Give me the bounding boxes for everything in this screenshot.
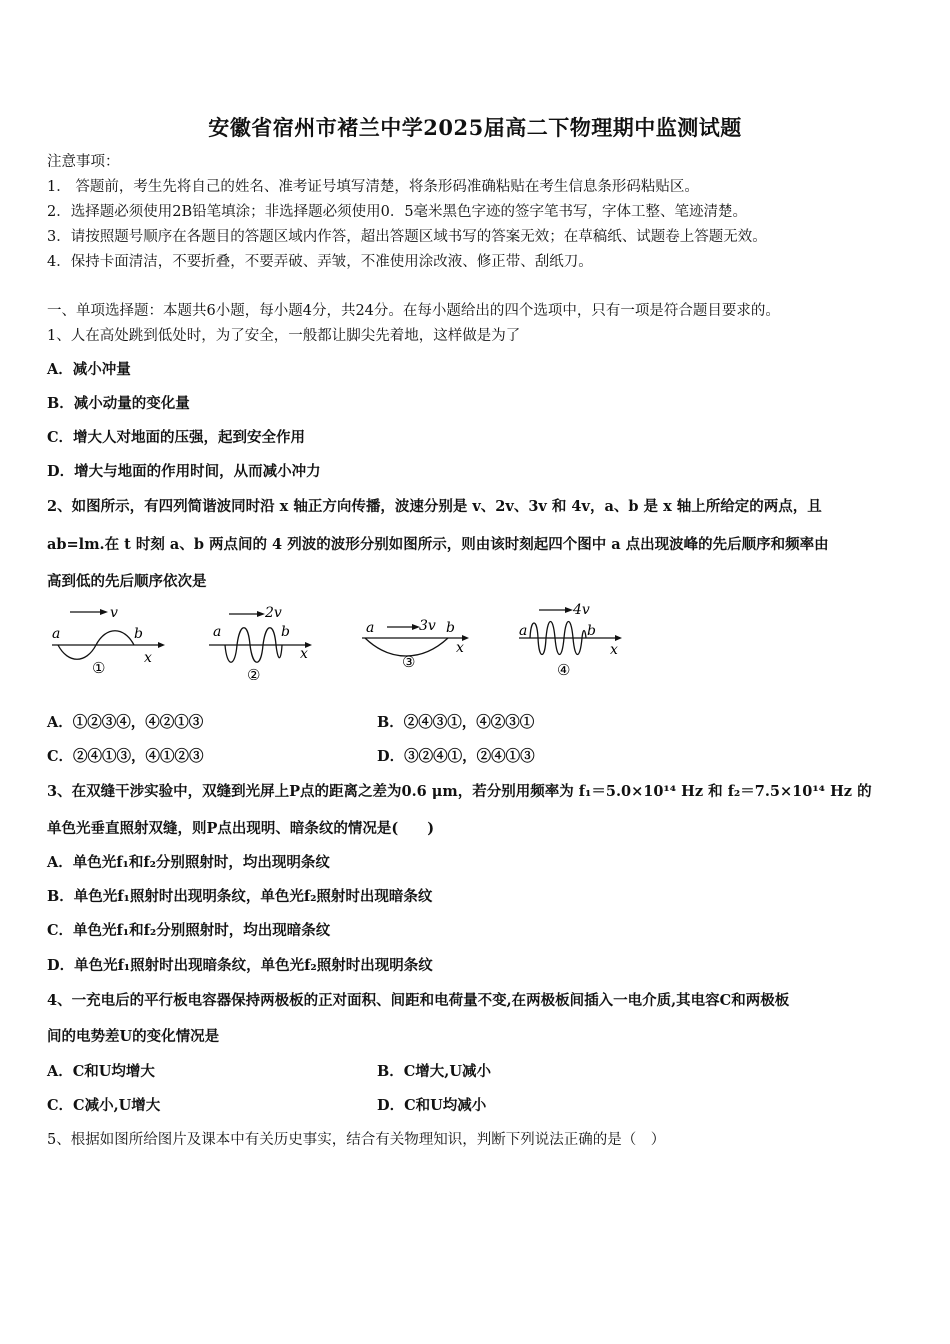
q1-option-c: C．增大人对地面的压强，起到安全作用 xyxy=(47,429,306,446)
point-b-label: b xyxy=(134,626,143,642)
wave-figure-1 xyxy=(48,600,168,680)
question-3-line1: 3、在双缝干涉实验中，双缝到光屏上P点的距离之差为0.6 μm，若分别用频率为 f₁＝5.0×10¹⁴ Hz 和 f₂＝7.5×10¹⁴ Hz 的 xyxy=(47,783,872,800)
question-3-line2: 单色光垂直照射双缝，则P点出现明、暗条纹的情况是( ) xyxy=(47,820,435,837)
q3-option-d: D．单色光f₁照射时出现暗条纹，单色光f₂照射时出现明条纹 xyxy=(47,957,433,974)
wave-figure-4 xyxy=(517,600,637,680)
q3-option-c: C．单色光f₁和f₂分别照射时，均出现暗条纹 xyxy=(47,922,331,939)
point-a-label: a xyxy=(213,624,222,640)
notice-heading: 注意事项： xyxy=(47,154,120,170)
q4-option-d: D．C和U均减小 xyxy=(377,1097,487,1114)
notice-item: 4．保持卡面清洁，不要折叠，不要弄破、弄皱，不准使用涂改液、修正带、刮纸刀。 xyxy=(47,254,593,270)
notice-item: 1． 答题前，考生先将自己的姓名、准考证号填写清楚，将条形码准确粘贴在考生信息条形码粘贴区。 xyxy=(47,179,699,195)
q2-option-d: D．③②④①，②④①③ xyxy=(377,748,535,765)
figure-number: ③ xyxy=(402,653,416,671)
q4-option-a: A．C和U均增大 xyxy=(47,1063,155,1080)
section-heading: 一、单项选择题：本题共6小题，每小题4分，共24分。在每小题给出的四个选项中，只有一项是符合题目要求的。 xyxy=(47,303,780,319)
speed-label: 3v xyxy=(419,618,436,634)
x-axis-label: x xyxy=(610,642,618,658)
q4-option-b: B．C增大,U减小 xyxy=(377,1063,491,1080)
q2-option-c: C．②④①③，④①②③ xyxy=(47,748,204,765)
q1-option-a: A．减小冲量 xyxy=(47,361,131,378)
point-b-label: b xyxy=(587,623,596,639)
point-a-label: a xyxy=(366,620,375,636)
wave-figure-2 xyxy=(207,600,327,680)
figure-number: ④ xyxy=(557,661,571,679)
point-a-label: a xyxy=(52,626,61,642)
point-b-label: b xyxy=(446,620,455,636)
question-2-line1: 2、如图所示，有四列简谐波同时沿 x 轴正方向传播，波速分别是 v、2v、3v 和 4v，a、b 是 x 轴上所给定的两点，且 xyxy=(47,498,822,515)
question-2-line3: 高到低的先后顺序依次是 xyxy=(47,573,207,590)
speed-label: v xyxy=(110,605,118,621)
notice-item: 3．请按照题号顺序在各题目的答题区域内作答，超出答题区域书写的答案无效；在草稿纸、试题卷上答题无效。 xyxy=(47,229,767,245)
wave-figure-3 xyxy=(360,600,480,680)
x-axis-label: x xyxy=(456,640,464,656)
figure-number: ② xyxy=(247,666,261,680)
figure-number: ① xyxy=(92,659,106,677)
question-2-line2: ab=lm.在 t 时刻 a、b 两点间的 4 列波的波形分别如图所示，则由该时刻起四个图中 a 点出现波峰的先后顺序和频率由 xyxy=(47,536,829,553)
question-1-stem: 1、人在高处跳到低处时，为了安全，一般都让脚尖先着地，这样做是为了 xyxy=(47,328,521,344)
question-5-stem: 5、根据如图所给图片及课本中有关历史事实，结合有关物理知识，判断下列说法正确的是（ ） xyxy=(47,1132,666,1148)
q2-option-a: A．①②③④，④②①③ xyxy=(47,714,204,731)
page-title: 安徽省宿州市褚兰中学2025届高二下物理期中监测试题 xyxy=(208,115,742,140)
q3-option-b: B．单色光f₁照射时出现明条纹，单色光f₂照射时出现暗条纹 xyxy=(47,888,433,905)
q1-option-d: D．增大与地面的作用时间，从而减小冲力 xyxy=(47,463,321,480)
q3-option-a: A．单色光f₁和f₂分别照射时，均出现明条纹 xyxy=(47,854,330,871)
speed-label: 4v xyxy=(573,602,590,618)
x-axis-label: x xyxy=(144,650,152,666)
notice-item: 2．选择题必须使用2B铅笔填涂；非选择题必须使用0．5毫米黑色字迹的签字笔书写，字体工整、笔迹清楚。 xyxy=(47,204,748,220)
q2-option-b: B．②④③①，④②③① xyxy=(377,714,535,731)
point-b-label: b xyxy=(281,624,290,640)
q4-option-c: C．C减小,U增大 xyxy=(47,1097,161,1114)
question-4-line1: 4、一充电后的平行板电容器保持两极板的正对面积、间距和电荷量不变,在两极板间插入一电介质,其电容C和两极板 xyxy=(47,992,790,1009)
x-axis-label: x xyxy=(300,646,308,662)
speed-label: 2v xyxy=(265,605,282,621)
point-a-label: a xyxy=(519,623,528,639)
question-4-line2: 间的电势差U的变化情况是 xyxy=(47,1028,220,1045)
q1-option-b: B．减小动量的变化量 xyxy=(47,395,190,412)
